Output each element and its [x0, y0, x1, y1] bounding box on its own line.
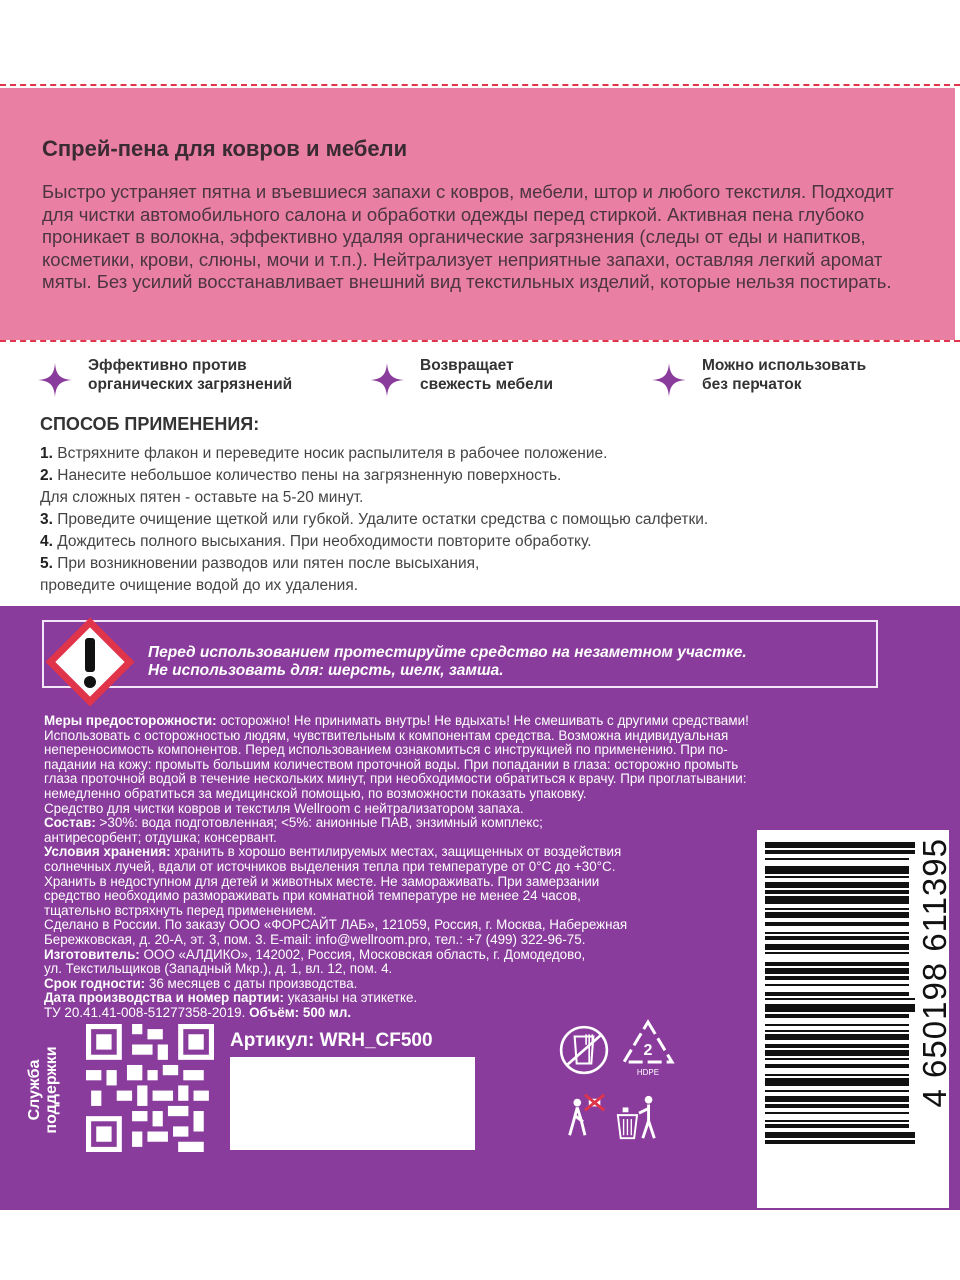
- details-line: ТУ 20.41.41-008-51277358-2019. Объём: 500 мл.: [44, 1004, 352, 1020]
- details-line: непереносимость компонентов. Перед использованием ознакомиться с инструкцией по применению. При по-: [44, 742, 728, 758]
- product-description: Быстро устраняет пятна и въевшиеся запахи с ковров, мебели, штор и любого текстиля. Подходит для чистки автомобильного салона и обработки одежды перед стиркой. Активная пена глубоко проникает в волокна, эффективно удаляя органические загрязнения (следы от еды и напитков, косметики, крови, слюны, мочи и т.п.). Нейтрализует неприятные запахи, оставляя легкий аромат мяты. Без усилий восстанавливает внешний вид текстильных изделий, которые нельзя постирать.: [42, 181, 894, 292]
- description-panel: [0, 88, 955, 340]
- barcode-bar: [765, 1064, 909, 1068]
- details-line: Состав: >30%: вода подготовленная; <5%: анионные ПАВ, энзимный комплекс;: [44, 815, 543, 831]
- details-line: антиресорбент; отдушка; консервант.: [44, 829, 277, 845]
- usage-section: [40, 414, 930, 597]
- barcode-bar: [765, 992, 909, 996]
- barcode-bar: [765, 984, 909, 986]
- barcode: [757, 830, 953, 1208]
- barcode-bar: [765, 1132, 915, 1138]
- barcode-bar: [765, 1044, 909, 1048]
- barcode-bar: [765, 882, 909, 888]
- dispose-in-bin-icon: [614, 1092, 662, 1144]
- details-line: тщательно встряхнуть перед применением.: [44, 902, 317, 918]
- barcode-bar: [765, 936, 909, 940]
- usage-line: проведите очищение водой до их удаления.: [40, 577, 359, 594]
- barcode-bar: [765, 998, 915, 1000]
- middle-cut-line: [0, 340, 960, 342]
- barcode-bar: [765, 876, 909, 878]
- details-line: солнечных лучей, вдали от источников выделения тепла при температуре от 0°С до +30°С.: [44, 858, 616, 874]
- not-food-contact-icon: [558, 1024, 610, 1076]
- recycle-material: HDPE: [636, 1068, 660, 1077]
- details-line: падании на кожу: промыть большим количеством проточной воды. При попадании в глаза: осторожно промыть: [44, 756, 739, 772]
- barcode-bar: [765, 890, 909, 894]
- barcode-bar: [765, 1014, 909, 1018]
- barcode-bar: [765, 1034, 909, 1040]
- sparkle-icon: [652, 363, 686, 397]
- details-line: Меры предосторожности: осторожно! Не принимать внутрь! Не вдыхать! Не смешивать с другими средствами!: [44, 713, 749, 728]
- recycle-number: 2: [643, 1042, 653, 1059]
- barcode-bar: [765, 1096, 909, 1102]
- article-number: Артикул: WRH_CF500: [230, 1030, 433, 1051]
- qr-code-icon[interactable]: [86, 1024, 214, 1152]
- details-line: Бережковская, д. 20-А, эт. 3, пом. 3. E-mail: info@wellroom.pro, тел.: +7 (499) 322-96-75.: [44, 931, 586, 947]
- usage-title: СПОСОБ ПРИМЕНЕНИЯ:: [40, 414, 260, 434]
- barcode-bar: [765, 1078, 909, 1086]
- barcode-bar: [765, 1112, 909, 1114]
- exclamation-hazard-icon: [42, 614, 138, 710]
- barcode-bar: [765, 1024, 909, 1026]
- usage-line: 3. Проведите очищение щеткой или губкой. Удалите остатки средства с помощью салфетки.: [40, 511, 709, 528]
- recycle-hdpe-icon: [618, 1018, 678, 1078]
- details-line: ул. Текстильщиков (Западный Мкр.), д. 1, вл. 12, пом. 4.: [44, 961, 393, 977]
- feature-1-text: Эффективно против органических загрязнений: [88, 357, 293, 393]
- details-line: средство необходимо размораживать при комнатной температуре не менее 24 часов,: [44, 888, 581, 904]
- barcode-bar: [765, 1050, 909, 1056]
- feature-2-text: Возвращает свежесть мебели: [420, 357, 554, 393]
- barcode-bar: [765, 1004, 915, 1012]
- feature-1: [38, 356, 292, 397]
- barcode-bar: [765, 1104, 909, 1108]
- barcode-bar: [765, 962, 909, 966]
- barcode-bar: [765, 850, 915, 854]
- feature-3-text: Можно использовать без перчаток: [702, 357, 867, 393]
- details-line: Хранить в недоступном для детей и животных месте. Не замораживать. При замерзании: [44, 873, 600, 889]
- usage-line: Для сложных пятен - оставьте на 5-20 минут.: [40, 489, 364, 506]
- barcode-bar: [765, 896, 909, 904]
- details-line: Сделано в России. По заказу ООО «ФОРСАЙТ ЛАБ», 121059, Россия, г. Москва, Набережная: [44, 917, 628, 933]
- details-line: Дата производства и номер партии: указаны на этикетке.: [44, 990, 418, 1006]
- product-title: Спрей-пена для ковров и мебели: [42, 136, 408, 161]
- barcode-bar: [765, 842, 915, 848]
- usage-line: 4. Дождитесь полного высыхания. При необходимости повторите обработку.: [40, 533, 592, 550]
- support-label: Служба поддержки: [26, 1046, 60, 1134]
- details-line: Срок годности: 36 месяцев с даты производства.: [44, 975, 358, 991]
- barcode-bar: [765, 1120, 909, 1122]
- barcode-bar: [765, 866, 909, 874]
- barcode-bar: [765, 1124, 909, 1128]
- details-line: Условия хранения: хранить в хорошо вентилируемых местах, защищенных от воздействия: [44, 844, 622, 860]
- details-line: Средство для чистки ковров и текстиля Wellroom с нейтрализатором запаха.: [44, 800, 524, 816]
- sparkle-icon: [38, 363, 72, 397]
- barcode-bar: [765, 1058, 909, 1060]
- usage-line: 5. При возникновении разводов или пятен после высыхания,: [40, 555, 480, 572]
- details-line: немедленно обратиться за медицинской помощью, по возможности показать упаковку.: [44, 785, 587, 801]
- barcode-bar: [765, 1090, 909, 1092]
- barcode-bar: [765, 932, 909, 934]
- barcode-bar: [765, 1074, 909, 1076]
- usage-line: 1. Встряхните флакон и переведите носик распылителя в рабочее положение.: [40, 445, 608, 462]
- details-line: Использовать с осторожностью людям, чувствительным к компонентам средства. Возможна индивидуальная: [44, 727, 729, 743]
- details-line: Изготовитель: ООО «АЛДИКО», 142002, Россия, Московская область, г. Домодедово,: [44, 946, 586, 962]
- barcode-bar: [765, 908, 909, 910]
- barcode-bar: [765, 968, 909, 974]
- feature-2: [370, 356, 553, 397]
- barcode-bar: [765, 1140, 915, 1144]
- top-cut-line: [0, 84, 960, 86]
- barcode-bar: [765, 922, 909, 926]
- feature-3: [652, 356, 866, 397]
- usage-line: 2. Нанесите небольшое количество пены на загрязненную поверхность.: [40, 467, 562, 484]
- barcode-bar: [765, 976, 909, 980]
- barcode-number: 4 650198 611395: [916, 838, 953, 1108]
- barcode-bar: [765, 952, 909, 954]
- sparkle-icon: [370, 363, 404, 397]
- barcode-bar: [765, 944, 909, 950]
- barcode-bar: [765, 912, 909, 918]
- keep-away-from-children-icon: [560, 1092, 608, 1142]
- warning-text: Перед использованием протестируйте средство на незаметном участке. Не использовать для: шерсть, шелк, замша.: [148, 644, 747, 679]
- barcode-bar: [765, 1030, 909, 1032]
- barcode-bar: [765, 858, 909, 860]
- details-line: глаза проточной водой в течение нескольких минут, при необходимости обратиться к врачу. При проглатывании:: [44, 771, 747, 787]
- batch-label-area: [230, 1057, 475, 1150]
